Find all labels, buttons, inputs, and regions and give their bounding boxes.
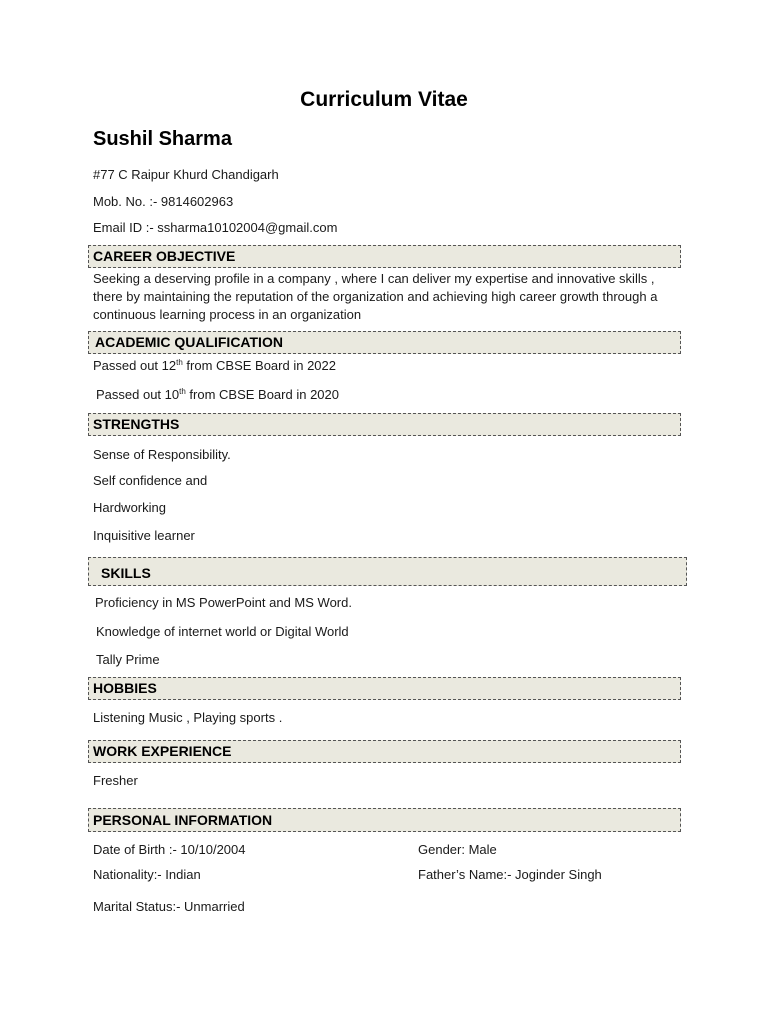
career-objective-text: Seeking a deserving profile in a company , where I can deliver my expertise and innovative skills , there by maintaining the reputation of the organization and achieving high career growth through a continuous learning process in an organization bbox=[93, 271, 658, 322]
academic-item-12th: Passed out 12th from CBSE Board in 2022 bbox=[93, 358, 336, 373]
work-experience-text: Fresher bbox=[93, 773, 138, 788]
work-experience-heading: WORK EXPERIENCE bbox=[88, 740, 681, 763]
nationality: Nationality:- Indian bbox=[93, 867, 201, 882]
strength-item: Sense of Responsibility. bbox=[93, 447, 231, 462]
marital-status: Marital Status:- Unmarried bbox=[93, 899, 245, 914]
gender: Gender: Male bbox=[418, 842, 497, 857]
date-of-birth: Date of Birth :- 10/10/2004 bbox=[93, 842, 246, 857]
strengths-heading: STRENGTHS bbox=[88, 413, 681, 436]
skill-item: Proficiency in MS PowerPoint and MS Word. bbox=[95, 595, 352, 610]
skill-item: Tally Prime bbox=[96, 652, 160, 667]
page-title: Curriculum Vitae bbox=[300, 88, 468, 111]
skills-heading: SKILLS bbox=[88, 557, 687, 586]
hobbies-text: Listening Music , Playing sports . bbox=[93, 710, 283, 725]
address: #77 C Raipur Khurd Chandigarh bbox=[93, 167, 279, 182]
email: Email ID :- ssharma10102004@gmail.com bbox=[93, 220, 338, 235]
skill-item: Knowledge of internet world or Digital World bbox=[96, 624, 349, 639]
strength-item: Self confidence and bbox=[93, 473, 208, 488]
candidate-name: Sushil Sharma bbox=[93, 128, 232, 150]
strength-item: Hardworking bbox=[93, 500, 166, 515]
mobile-number: Mob. No. :- 9814602963 bbox=[93, 194, 234, 209]
academic-heading: ACADEMIC QUALIFICATION bbox=[88, 331, 681, 354]
father-name: Father’s Name:- Joginder Singh bbox=[418, 867, 602, 882]
personal-info-heading: PERSONAL INFORMATION bbox=[88, 808, 681, 832]
career-objective-heading: CAREER OBJECTIVE bbox=[88, 245, 681, 268]
academic-item-10th: Passed out 10th from CBSE Board in 2020 bbox=[96, 387, 339, 402]
strength-item: Inquisitive learner bbox=[93, 528, 195, 543]
hobbies-heading: HOBBIES bbox=[88, 677, 681, 700]
